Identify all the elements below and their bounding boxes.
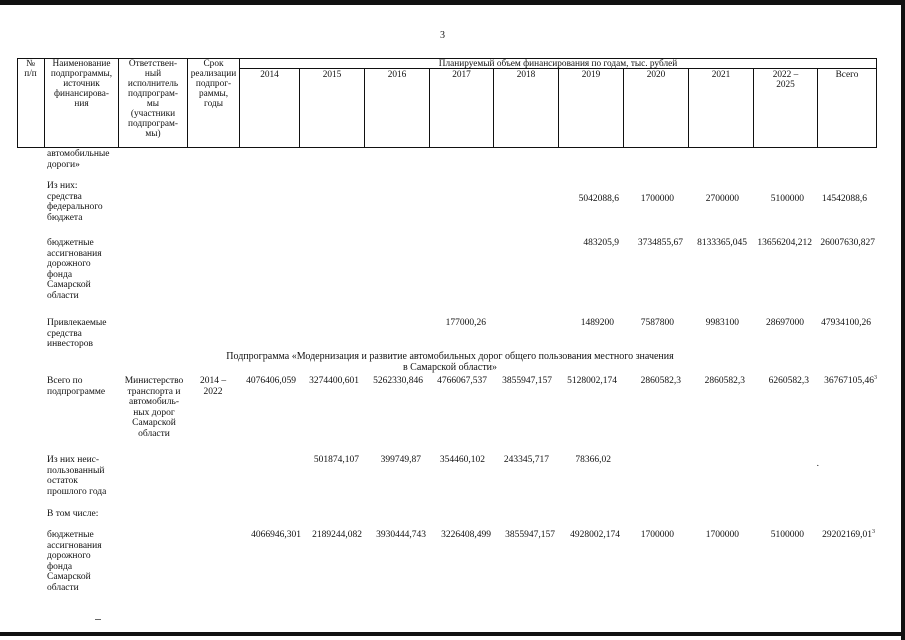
header-year-2014: 2014 xyxy=(260,70,279,80)
road-fund-2021: 8133365,045 xyxy=(697,238,747,248)
row-label-subprogram-total: Всего по подпрограмме xyxy=(47,376,106,397)
total-total: 36767105,46$^3$ xyxy=(824,374,877,386)
remainder-total-mark: . xyxy=(816,459,819,469)
footnote-mark: 3 xyxy=(872,528,875,535)
sub-road-fund-2018: 3855947,157 xyxy=(505,530,555,540)
road-fund-2020: 3734855,67 xyxy=(637,238,683,248)
header-year-2021: 2021 xyxy=(711,70,731,80)
scan-mark xyxy=(95,619,101,620)
header-year-2020: 2020 xyxy=(646,70,666,80)
remainder-2017: 354460,102 xyxy=(439,455,485,465)
total-2016: 5262330,846 xyxy=(373,376,423,386)
term-years: 2014 – 2022 xyxy=(199,376,227,397)
total-2017: 4766067,537 xyxy=(437,376,487,386)
total-2018: 3855947,157 xyxy=(502,376,552,386)
remainder-2019: 78366,02 xyxy=(575,455,611,465)
footnote-mark: 3 xyxy=(874,374,877,381)
remainder-2016: 399749,87 xyxy=(380,455,421,465)
federal-2020: 1700000 xyxy=(640,194,674,204)
page-number: 3 xyxy=(440,30,445,41)
sub-road-fund-2015: 2189244,082 xyxy=(312,530,362,540)
header-year-2017: 2017 xyxy=(452,70,471,80)
header-year-2016: 2016 xyxy=(387,70,407,80)
federal-2019: 5042088,6 xyxy=(578,194,619,204)
scan-edge-bottom xyxy=(0,632,905,636)
scan-edge-right xyxy=(901,0,905,640)
total-2020: 2860582,3 xyxy=(640,376,681,386)
header-total: Всего xyxy=(835,70,859,80)
row-label-investors: Привлекаемые средства инвесторов xyxy=(47,318,107,349)
row-label-sub-road-fund: бюджетные ассигнования дорожного фонда Самарской области xyxy=(47,530,102,593)
road-fund-2022-2025: 13656204,212 xyxy=(757,238,812,248)
responsible-ministry: Министерство транспорта и автомобиль- ных дорог Самарской области xyxy=(124,376,184,439)
road-fund-total: 26007630,827 xyxy=(820,238,875,248)
sub-road-fund-2020: 1700000 xyxy=(640,530,674,540)
header-col-number: № п/п xyxy=(24,59,37,79)
federal-total: 14542088,6 xyxy=(821,194,867,204)
investors-2019: 1489200 xyxy=(580,318,614,328)
sub-road-fund-2019: 4928002,174 xyxy=(570,530,620,540)
investors-total: 47934100,26 xyxy=(821,318,871,328)
row-label-unused-remainder: Из них неис- пользованный остаток прошлого года xyxy=(47,455,107,497)
investors-2021: 9983100 xyxy=(705,318,739,328)
scan-edge-top xyxy=(0,0,905,5)
row-label-continuation: автомобильные дороги» xyxy=(47,149,110,170)
header-col-name: Наименование подпрограммы, источник финансирова- ния xyxy=(50,59,113,109)
total-2015: 3274400,601 xyxy=(309,376,359,386)
header-year-2022-2025: 2022 – 2025 xyxy=(772,70,799,90)
federal-2021: 2700000 xyxy=(705,194,739,204)
header-bottom-border xyxy=(17,147,877,148)
header-col-responsible: Ответствен- ный исполнитель подпрограм- мы (участники подпрограм- мы) xyxy=(127,59,179,139)
sub-road-fund-total: 29202169,01$^3$ xyxy=(822,528,875,540)
subprogram-heading: Подпрограмма «Модернизация и развитие автомобильных дорог общего пользования местного значения в Самарской области» xyxy=(226,351,674,373)
total-2014: 4076406,059 xyxy=(246,376,296,386)
row-label-federal: Из них: средства федерального бюджета xyxy=(47,181,103,223)
header-planned-title: Планируемый объем финансирования по годам, тыс. рублей xyxy=(438,59,678,69)
sub-road-fund-2022-2025: 5100000 xyxy=(770,530,804,540)
road-fund-2019: 483205,9 xyxy=(583,238,619,248)
sub-road-fund-2014: 4066946,301 xyxy=(251,530,301,540)
total-2019: 5128002,174 xyxy=(567,376,617,386)
total-2021: 2860582,3 xyxy=(704,376,745,386)
investors-2020: 7587800 xyxy=(640,318,674,328)
investors-2022-2025: 28697000 xyxy=(766,318,804,328)
federal-2022-2025: 5100000 xyxy=(770,194,804,204)
remainder-2015: 501874,107 xyxy=(313,455,359,465)
remainder-2018: 243345,717 xyxy=(503,455,549,465)
header-col-term: Срок реализации подпрог- раммы, годы xyxy=(190,59,237,109)
total-2022-2025: 6260582,3 xyxy=(768,376,809,386)
sub-road-fund-2016: 3930444,743 xyxy=(376,530,426,540)
sub-road-fund-2017: 3226408,499 xyxy=(441,530,491,540)
header-year-2018: 2018 xyxy=(516,70,536,80)
row-label-including: В том числе: xyxy=(47,509,99,519)
header-year-2015: 2015 xyxy=(322,70,342,80)
sub-road-fund-2021: 1700000 xyxy=(705,530,739,540)
header-year-2019: 2019 xyxy=(581,70,601,80)
table-header xyxy=(17,58,877,148)
investors-2017: 177000,26 xyxy=(445,318,486,328)
row-label-road-fund: бюджетные ассигнования дорожного фонда Самарской области xyxy=(47,238,102,301)
